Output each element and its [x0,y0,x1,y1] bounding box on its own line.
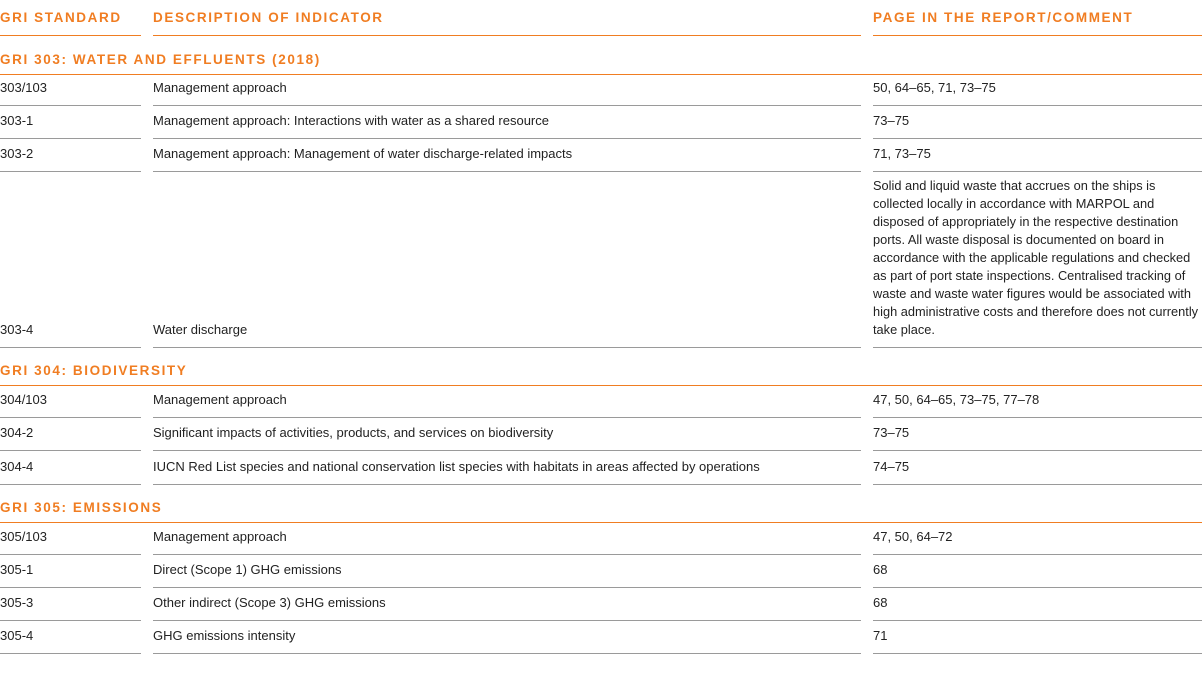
indicator-description: Management approach [153,529,287,544]
comment-text: Solid and liquid waste that accrues on the ships is collected locally in accordance with MARPOL and disposed of appropriately in the respective destination ports. All waste disposal is documented on board in accordance with the applicable regulations and checked as part of port state inspections. Centralised tracking of waste and waste water figures would be associated with high administrative costs and therefore does not currently take place. [873,178,1199,337]
indicator-description: Water discharge [153,322,248,337]
indicator-description: Direct (Scope 1) GHG emissions [153,562,342,577]
table-row [0,172,1202,348]
page-reference: 74–75 [873,459,910,474]
header-description: DESCRIPTION OF INDICATOR [153,0,861,36]
gri-code: 305/103 [0,529,47,544]
gri-code: 303/103 [0,80,47,95]
page-reference: 73–75 [873,425,910,440]
page-reference: 68 [873,595,888,610]
table-row [0,386,1202,418]
gri-code: 304/103 [0,392,47,407]
section-title: GRI 304: BIODIVERSITY [0,363,188,378]
gri-code: 305-1 [0,562,34,577]
gri-code: 303-1 [0,113,34,128]
table-row [0,139,1202,172]
indicator-description: IUCN Red List species and national conservation list species with habitats in areas affected by operations [153,459,760,474]
table-row [0,106,1202,139]
page-reference: 47, 50, 64–72 [873,529,953,544]
table-row [0,418,1202,451]
gri-code: 303-4 [0,322,34,337]
table-row [0,555,1202,588]
gri-code: 304-2 [0,425,34,440]
page-reference: 47, 50, 64–65, 73–75, 77–78 [873,392,1040,407]
section-title: GRI 305: EMISSIONS [0,500,163,515]
gri-code: 305-4 [0,628,34,643]
section-title: GRI 303: WATER AND EFFLUENTS (2018) [0,52,321,67]
table-row [0,451,1202,485]
gri-code: 303-2 [0,146,34,161]
page-reference: 71 [873,628,888,643]
indicator-description: Management approach [153,392,287,407]
table-header [0,0,1202,36]
indicator-description: Other indirect (Scope 3) GHG emissions [153,595,386,610]
page-reference: 71, 73–75 [873,146,931,161]
table-row [0,588,1202,621]
table-row [0,74,1202,106]
header-gri-standard: GRI STANDARD [0,0,141,36]
page-reference: 68 [873,562,888,577]
page-reference: 73–75 [873,113,910,128]
gri-code: 304-4 [0,459,34,474]
gri-code: 305-3 [0,595,34,610]
section-header [0,349,1202,386]
section-header [0,486,1202,523]
page-reference: 50, 64–65, 71, 73–75 [873,80,996,95]
indicator-description: Significant impacts of activities, products, and services on biodiversity [153,425,554,440]
indicator-description: Management approach: Interactions with water as a shared resource [153,113,549,128]
section-header [0,37,1202,75]
table-row [0,523,1202,555]
header-page-comment: PAGE IN THE REPORT/COMMENT [873,0,1202,36]
indicator-description: GHG emissions intensity [153,628,296,643]
indicator-description: Management approach [153,80,287,95]
table-row [0,621,1202,654]
indicator-description: Management approach: Management of water discharge-related impacts [153,146,573,161]
